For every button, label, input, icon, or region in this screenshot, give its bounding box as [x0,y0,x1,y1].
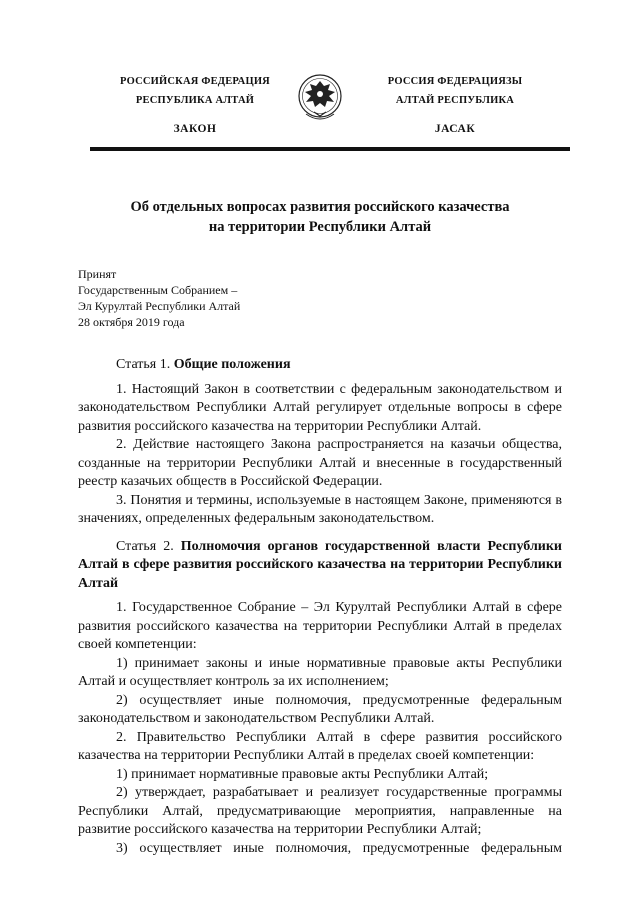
adoption-line1: Принят [78,267,117,281]
document-header [0,72,640,142]
law-title [80,197,560,237]
adoption-note [78,266,240,330]
header-left [100,72,290,139]
article-2-item-2-3: 3) осуществляет иные полномочия, предусмотренные федеральным [116,840,562,856]
adoption-date: 28 октября 2019 года [78,315,185,329]
article-2-title: Полномочия органов государственной власти Республики Алтай в сфере развития российского казачества на территории Республики Алтай [78,538,562,591]
article-2-item-2-1: 1) принимает нормативные правовые акты Республики Алтай; [116,766,489,782]
article-1-para-1: 1. Настоящий Закон в соответствии с федеральным законодательством и законодательством Республики Алтай регулирует отдельные вопросы в сфере развития российского казачества на территории Республики Алтай. [78,381,562,434]
header-right-line2: АЛТАЙ РЕСПУБЛИКА [395,95,515,106]
article-2-item-2-2: 2) утверждает, разрабатывает и реализует государственные программы Республики Алтай, предусматривающие мероприятия, направленные на развитие российского казачества на территории Республики Алтай; [78,785,562,837]
article-2-heading [78,538,562,594]
article-1-para-2: 2. Действие настоящего Закона распространяется на казачьи общества, созданные на территории Республики Алтай и внесенные в государственный реестр казачьих обществ в Российской Федерации. [78,437,562,489]
header-right-line1: РОССИЯ ФЕДЕРАЦИЯЗЫ [387,76,523,87]
article-1-heading [78,356,562,375]
article-1-title: Общие положения [173,357,291,372]
header-divider [90,147,570,151]
article-1-para-3: 3. Понятия и термины, используемые в настоящем Законе, применяются в значениях, определенных федеральным законодательством. [78,492,562,526]
article-2-item-1-2: 2) осуществляет иные полномочия, предусмотренные федеральным законодательством и законодательством Республики Алтай. [78,692,562,726]
article-2-para-2: 2. Правительство Республики Алтай в сфере развития российского казачества на территории Республики Алтай в пределах своей компетенции: [78,729,562,763]
adoption-line3: Эл Курултай Республики Алтай [78,299,241,313]
header-left-line1: РОССИЙСКАЯ ФЕДЕРАЦИЯ [120,76,270,87]
header-right [360,72,550,139]
document-body [78,356,562,858]
header-left-law: ЗАКОН [173,123,217,135]
article-2-item-1-1: 1) принимает законы и иные нормативные правовые акты Республики Алтай и осуществляет контроль за их исполнением; [78,655,562,689]
law-title-line1: Об отдельных вопросах развития российского казачества [130,199,510,215]
coat-of-arms-icon [296,72,344,126]
header-left-line2: РЕСПУБЛИКА АЛТАЙ [135,95,255,106]
header-right-law: JАСАК [434,123,476,135]
article-1-label: Статья 1. [116,357,174,372]
article-2-para-1: 1. Государственное Собрание – Эл Курултай Республики Алтай в сфере развития российского казачества на территории Республики Алтай в пределах своей компетенции: [78,600,562,652]
article-2-label: Статья 2. [116,538,181,554]
law-title-line2: на территории Республики Алтай [208,219,432,235]
adoption-line2: Государственным Собранием – [78,283,238,297]
